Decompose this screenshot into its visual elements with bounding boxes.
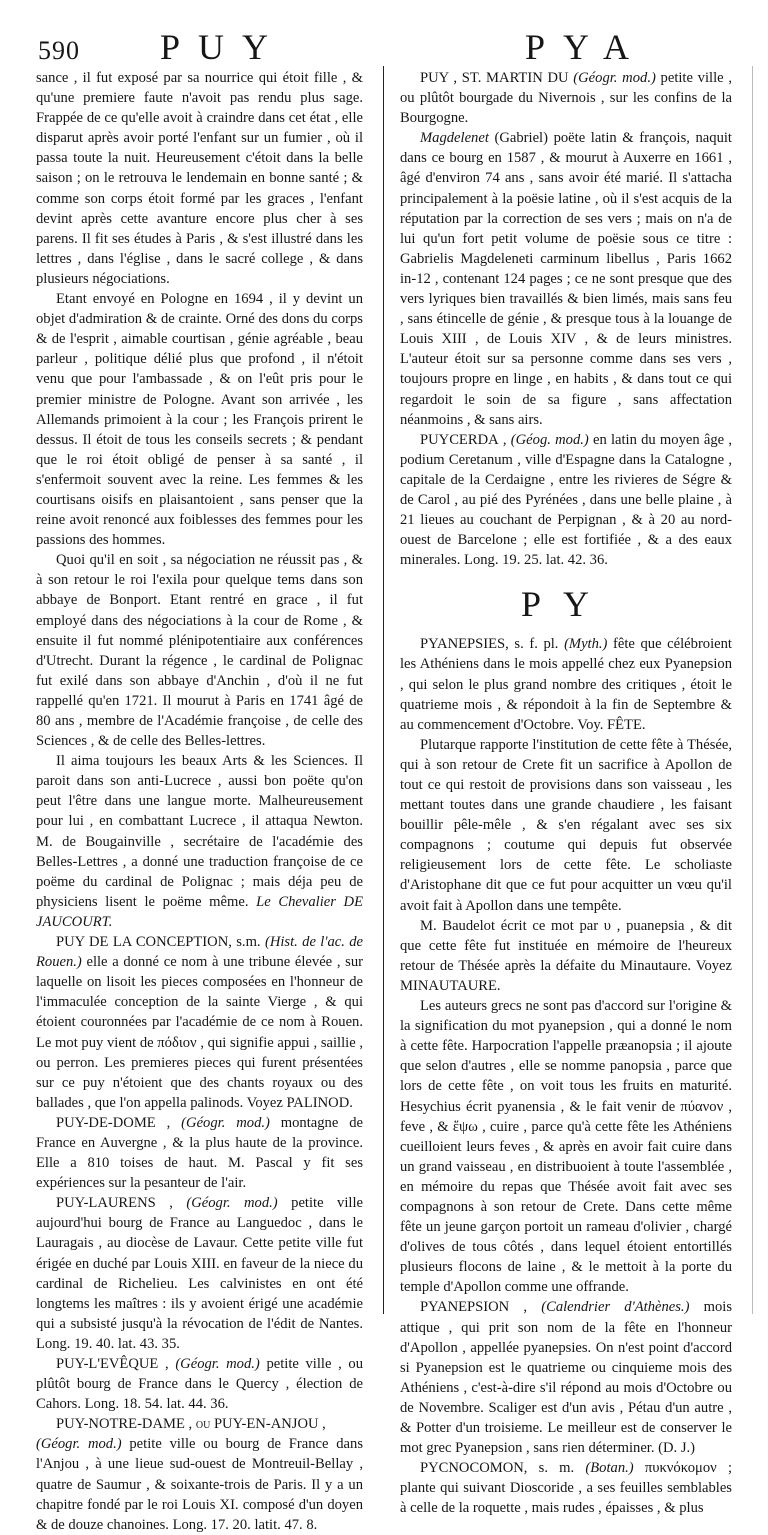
entry-grammar: , [318,1416,326,1433]
entry [36,932,363,1113]
entry-text: (Gabriel) poëte latin & françois, naquit dans ce bourg en 1587 , & mourut à Auxerre en 1661 , âgé d'environ 74 ans , sans avoir été marié. Il s'attacha principalement à la poësie latine , où il s'est acquis de la réputation par la correction de ses vers ; mais on n'a de lui qu'un fort petit volume de poësie sous ce titre : Gabrielis Magdeleneti carminum libellus , Paris 1662 in-12 , contenant 124 pages ; ce ne sont presque que des vers lyriques bien travaillés & bien limés, mais sans feu , sans étincelle de génie , & presque tous à la louange de Louis XIII , de Louis XIV , & de leurs ministres. L'auteur étoit sur sa personne comme dans ses vers , toujours propre en linge , en habits , & dans tout ce qui regardoit le soin de sa figure , sans affectation néanmoins , & sans airs. [400,130,732,428]
paragraph: Etant envoyé en Pologne en 1694 , il y devint un objet d'admiration & de crainte. Orné des dons du corps & de l'esprit , aimable courtisan , génie agréable , beau parleur , politique délié plus que profond , il n'étoit venu que pour l'ambassade , & on l'eût pris pour le premier ministre de Pologne. Avant son arrivée , les Allemands primoient à la cour ; les François prirent le dessus. Il étoit de tous les conseils secrets ; & pendant que le roi étoit obligé de penser à sa santé , il s'enfermoit souvent avec la reine. Les femmes & les courtisans oisifs en plaisantoient , sans penser que la reine avoit renoncé aux foiblesses des femmes pour les passions des hommes. [36,291,363,549]
entry-text: petite ville ou bourg de France dans l'Anjou , à une lieue sud-ouest de Montreuil-Bellay , quatre de Saumur , & soixante-trois de Paris. Il y a un chapitre fondé par le roi Louis XI. composé d'un doyen & de douze chanoines. Long. 17. 20. latit. 47. 8. [36,1436,363,1533]
paragraph-with-signature [36,751,363,932]
page-number: 590 [38,36,80,65]
paragraph: Plutarque rapporte l'institution de cette fête à Thésée, qui à son retour de Crete fit un sacrifice à Apollon de tout ce qui restoit de provisions dans son vaisseau , les mettant toutes dans une grande chaudiere , les faisant bouillir pêle-mêle , & s'en régalant avec ses six compagnons ; coutume qui depuis fut observée religieusement lors de cette fête. Le scholiaste d'Aristophane dit que ce fut pour acquitter un vœu qu'il avoit fait à Apollon dans une tempête. [400,736,732,914]
entry-headword: PUY-DE-DOME [56,1114,156,1131]
running-head-right: PYA [525,27,648,67]
entry-headword: PUY-LAURENS [56,1195,156,1212]
column-divider [383,66,384,1314]
author-signature: Le Chevalier DE JAUCOURT. [36,893,363,930]
entry [36,1193,363,1354]
entry-grammar: , s. m. [523,1460,575,1477]
entry-headword: PYCNOCOMON [420,1460,524,1477]
paragraph: sance , il fut exposé par sa nourrice qui étoit fille , & qu'une premiere faute n'avoit pas rendu plus sage. Frappée de ce qu'elle avoit à craindre dans cet état , elle disparut après avoir porté l'enfant sur un fumier , où il passa toute la nuit. Heureusement c'étoit dans la belle saison ; on le retrouva le lendemain en bonne santé ; & comme son corps étoit formé par les graces , l'enfant devint après cette avanture encore plus cher à ses parens. Il fit ses études à Paris , & s'est illustré dans les lettres , dans l'église , dans le sacré college , & dans plusieurs négociations. [36,70,363,287]
entry-headword: PUY-L'EVÊQUE [56,1356,159,1372]
entry-grammar: , [155,1195,173,1212]
entry [400,128,732,429]
entry-text: petite ville , ou plûtôt bourg de France dans le Quercy , élection de Cahors. Long. 18. 54. lat. 44. 36. [36,1356,363,1413]
entry-text: montagne de France en Auvergne , & la plus haute de la province. Elle a 810 toises de haut. M. Pascal y fit ses expériences sur la pesanteur de l'air. [36,1114,363,1192]
entry [400,1458,732,1518]
paragraph: M. Baudelot écrit ce mot par υ , puanepsia , & dit que cette fête fut instituée en mémoire de l'heureux retour de Thésée après la défaite du Minautaure. Voyez MINAUTAURE. [400,917,732,994]
entry-category: (Botan.) [585,1460,634,1477]
page-edge-rule [752,66,753,1314]
running-head-left: PUY [160,27,287,67]
entry-category: (Géog. mod.) [510,431,589,448]
entry-grammar: , [498,431,507,448]
entry-category: (Géogr. mod.) [175,1356,260,1372]
entry-text: petite ville , ou plûtôt bourgade du Nivernois , sur les confins de la Bourgogne. [400,70,732,127]
entry [400,68,732,128]
entry-grammar: , s. f. pl. [505,636,559,653]
entry-grammar: , [509,1299,528,1316]
entry-headword: PUYCERDA [420,431,499,448]
entry [36,1354,363,1414]
entry-text: petite ville aujourd'hui bourg de France au Languedoc , dans le Lauragais , au diocèse de Lavaur. Cette petite ville fut érigée en duché par Louis XIII. en faveur de la niece du cardinal de Richelieu. Les calvinistes en ont été longtems les maîtres : ils y avoient érigé une académie qui a subsisté jusqu'à la révocation de l'édit de Nantes. Long. 19. 40. lat. 43. 35. [36,1195,363,1352]
paragraph-text: Il aima toujours les beaux Arts & les Sciences. Il paroit dans son anti-Lucrece , aussi bon poëte qu'on peut l'être dans une langue morte. Malheureusement pour lui , en combattant Lucrece , il attaqua Newton. M. de Bougainville , secrétaire de l'académie des Belles-Lettres , a donné une traduction françoise de ce poëme du cardinal de Polignac ; mais déja peu de physiciens lisent le poëme même. [36,753,363,910]
entry-headword: PUY-NOTRE-DAME , ou PUY-EN-ANJOU [56,1416,319,1433]
entry-category: (Hist. de l'ac. de Rouen.) [36,934,363,971]
entry-text: fête que célébroient les Athéniens dans le mois appellé chez eux Pyanepsion , qui selon le plus grand nombre des critiques , étoit le quatrieme mois , & répondoit à la fin de Septembre & au commencement d'Octobre. Voy. FÊTE. [400,636,732,733]
right-column [400,68,732,1518]
entry-category: (Géogr. mod.) [186,1195,278,1212]
entry-headword: PYANEPSION [420,1299,510,1316]
entry-grammar: , s.m. [228,934,261,951]
left-column [36,68,363,1535]
entry [36,1113,363,1193]
entry-category: (Géogr. mod.) [181,1114,270,1131]
entry-headword: PUY , ST. MARTIN DU [420,70,569,86]
entry-text: πυκνόκομον ; plante qui suivant Dioscoride , a ses feuilles semblables à celle de la roquette , mais rudes , épaisses , & plus [400,1460,732,1517]
section-heading: PY [520,584,612,625]
entry-text: elle a donné ce nom à une tribune élevée , sur laquelle on lisoit les pieces composées en l'honneur de l'immaculée conception de la sainte Vierge , & qui étoient couronnées par l'académie de ce nom à Rouen. Le mot puy vient de πόδιον , qui signifie appui , saillie , ou perron. Les premieres pieces qui furent présentées sur ce puy n'étoient que des chants royaux ou des ballades , que l'on appella palinods. Voyez PALINOD. [36,954,363,1111]
entry-category: (Géogr. mod.) [573,70,656,86]
entry-category: (Calendrier d'Athènes.) [541,1299,690,1316]
entry-headword: PYANEPSIES [420,636,506,653]
paragraph: Les auteurs grecs ne sont pas d'accord sur l'origine & la signification du mot pyanepsion , qui a donné le nom à cette fête. Harpocration l'appelle præanopsia ; il ajoute que selon d'autres , elle se nomme panopsia , parce que lors de cette fête , on voit tous les fruits en maturité. Hesychius écrit pyanensia , & le fait venir de πύανον , feve , & ἕψω , cuire , parce qu'à cette fête les Athéniens cueilloient leurs feves , & après en avoir fait cuire dans un grand vaisseau , en distribuoient à toute l'assemblée , en mémoire du repas que Thésée avoit fait avec ses compagnons à son retour de Crete. Dans cette même fête un jeune garçon portoit un rameau d'olivier , chargé d'olives de tous côtés , dans lequel étoient entortillés plusieurs flocons de laine , & le mettoit à la porte du temple d'Apollon comme une offrande. [400,998,732,1296]
entry [400,1297,732,1458]
entry [400,634,732,734]
entry-grammar: , [155,1114,171,1131]
entry-text: en latin du moyen âge , podium Ceretanum , ville d'Espagne dans la Catalogne , capitale de la Cerdaigne , entre les rivieres de Ségre & de Carol , au pié des Pyrénées , dans une belle plaine , à 21 lieues au couchant de Perpignan , & à 20 au nord-ouest de Barcelone ; elle est fortifiée , & a des eaux minerales. Long. 19. 25. lat. 42. 36. [400,431,732,569]
entry [400,430,732,571]
entry-headword: PUY DE LA CONCEPTION [56,934,229,951]
page-header [0,26,768,66]
entry-person-name: Magdelenet [420,130,489,147]
entry [36,1414,363,1535]
entry-category: (Géogr. mod.) [36,1436,122,1453]
entry-grammar: , [158,1356,169,1372]
entry-category: (Myth.) [564,636,608,653]
paragraph: Quoi qu'il en soit , sa négociation ne réussit pas , & à son retour le roi l'exila pour quelque tems dans son abbaye de Bonport. Etant rentré en grace , il fut employé dans des négociations à la cour de Rome , & ensuite il fut nommé plénipotentiaire aux conférences d'Utrecht. Durant la régence , le cardinal de Polignac fut exilé dans son abbaye d'Anchin , d'où il ne fut rappellé qu'en 1721. Il mourut à Paris en 1741 âgé de 80 ans , membre de l'Académie françoise , de celle des Sciences , & de celle des Belles-lettres. [36,552,363,750]
entry-text: mois attique , qui prit son nom de la fête en l'honneur d'Apollon , appellée pyanepsies. On n'est point d'accord si Pyanepsion est le quatrieme ou cinquieme mois des Athéniens , c'est-à-dire s'il répond au mois d'Octobre ou de Novembre. Scaliger est d'un avis , Pétau d'un autre , & Potter d'un troisieme. Le meilleur est de conserver le mot grec Pyanepsion , sans rien déterminer. (D. J.) [400,1299,732,1457]
